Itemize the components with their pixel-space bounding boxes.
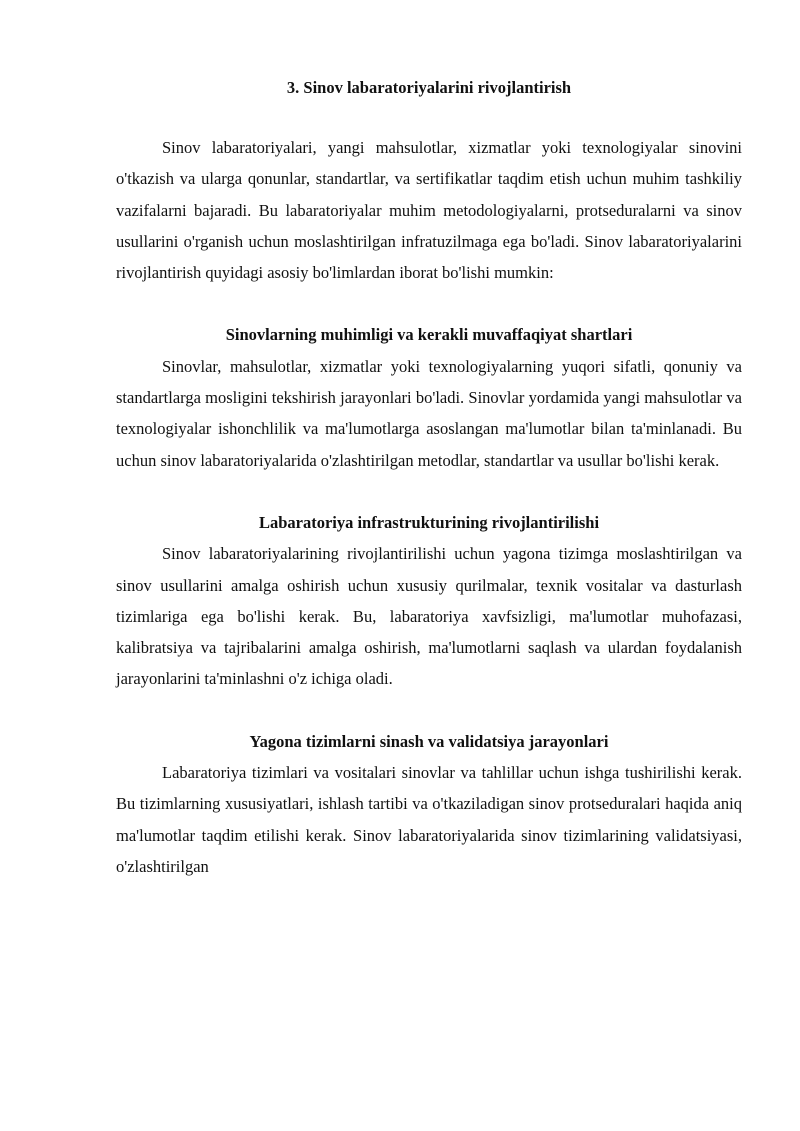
page-title: 3. Sinov labaratoriyalarini rivojlantirish [286, 78, 572, 97]
section-heading-2: Labaratoriya infrastrukturining rivojlantirilishi [258, 512, 600, 532]
section-paragraph-1: Sinovlar, mahsulotlar, xizmatlar yoki texnologiyalarning yuqori sifatli, qonuniy va standartlarga mosligini tekshirish jarayonlari bo'ladi. Sinovlar yordamida yangi mahsulotlar va texnologiyalar ishonchlilik va ma'lumotlarga asoslangan ma'lumotlar bilan ta'minlanadi. Bu uchun sinov labaratoriyalarida o'zlashtirilgan metodlar, standartlar va usullar bo'lishi kerak. [116, 356, 742, 470]
section-heading-1: Sinovlarning muhimligi va kerakli muvaffaqiyat shartlari [225, 325, 633, 345]
document-page [116, 74, 742, 882]
spacer [116, 476, 742, 507]
spacer [116, 695, 742, 726]
section-paragraph-3: Labaratoriya tizimlari va vositalari sinovlar va tahlillar uchun ishga tushirilishi kerak. Bu tizimlarning xususiyatlari, ishlash tartibi va o'tkaziladigan sinov protseduralari haqida aniq ma'lumotlar taqdim etilishi kerak. Sinov labaratoriyalarida sinov tizimlarining validatsiyasi, o'zlashtirilgan [116, 763, 742, 876]
spacer [116, 288, 742, 319]
intro-paragraph: Sinov labaratoriyalari, yangi mahsulotlar, xizmatlar yoki texnologiyalar sinovini o'tkazish va ularga qonunlar, standartlar, va sertifikatlar taqdim etish uchun muhim tashkiliy vazifalarni bajaradi. Bu labaratoriyalar muhim metodologiyalarni, protseduralarni va sinov usullarini o'rganish uchun moslashtirilgan infratuzilmaga ega bo'ladi. Sinov labaratoriyalarini rivojlantirish quyidagi asosiy bo'limlardan iborat bo'lishi mumkin: [116, 138, 742, 283]
spacer [116, 102, 742, 132]
section-heading-3: Yagona tizimlarni sinash va validatsiya jarayonlari [249, 731, 609, 751]
section-paragraph-2: Sinov labaratoriyalarining rivojlantirilishi uchun yagona tizimga moslashtirilgan va sinov usullarini amalga oshirish uchun xususiy qurilmalar, texnik vositalar va dasturlash tizimlariga ega bo'lishi kerak. Bu, labaratoriya xavfsizligi, ma'lumotlar muhofazasi, kalibratsiya va tajribalarini amalga oshirish, ma'lumotlarni saqlash va ulardan foydalanish jarayonlarini ta'minlashni o'z ichiga oladi. [116, 544, 742, 689]
